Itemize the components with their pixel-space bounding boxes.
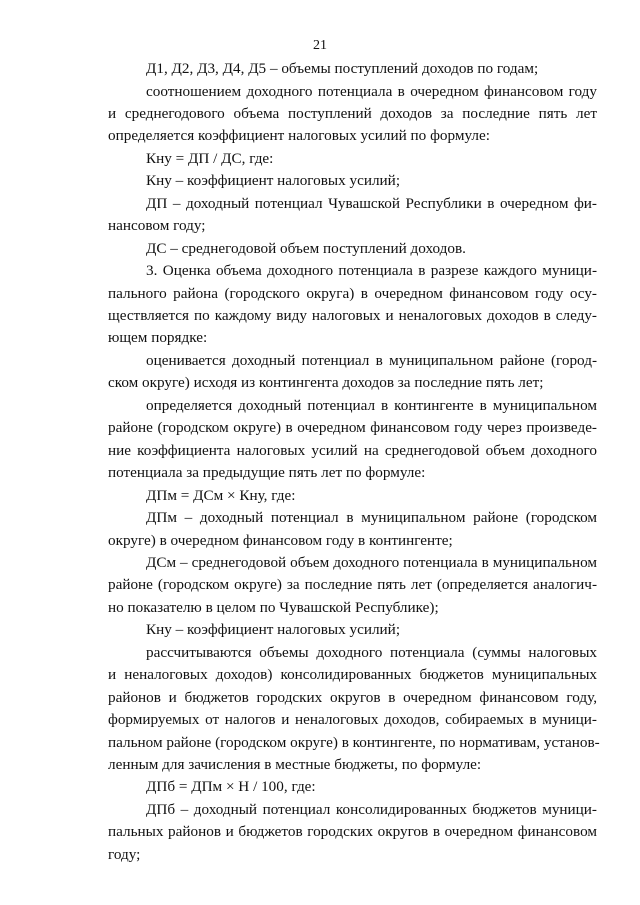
text-line: году; xyxy=(108,845,141,863)
text-line: районов и бюджетов городских округов в очередном финансовом году, xyxy=(108,688,597,706)
text-line: ДПм = ДСм × Кну, где: xyxy=(146,486,296,504)
text-line: но показателю в целом по Чувашской Республике); xyxy=(108,598,439,616)
text-line: ющем порядке: xyxy=(108,329,208,347)
text-line: ществляется по каждому виду налоговых и неналоговых доходов в следу- xyxy=(108,306,597,324)
text-line: и среднегодового объема поступлений доходов за последние пять лет xyxy=(108,104,597,122)
text-line: ском округе) исходя из контингента доходов за последние пять лет; xyxy=(108,374,544,392)
text-line: нансовом году; xyxy=(108,217,206,235)
text-line: формируемых от налогов и неналоговых доходов, собираемых в муници- xyxy=(108,711,597,728)
text-line: рассчитываются объемы доходного потенциала (суммы налоговых xyxy=(146,643,597,661)
text-line: ДСм – среднегодовой объем доходного потенциала в муниципальном xyxy=(146,553,597,571)
text-line: районе (городском округе) за последние пять лет (определяется аналогич- xyxy=(108,576,597,594)
text-line: Кну – коэффициент налоговых усилий; xyxy=(146,621,401,639)
text-line: пальном районе (городском округе) в контингенте, по нормативам, установ- xyxy=(108,733,600,751)
text-line: 3. Оценка объема доходного потенциала в разрезе каждого муници- xyxy=(146,262,597,279)
text-line: определяется доходный потенциал в контингенте в муниципальном xyxy=(146,396,597,414)
text-line: районе (городском округе) в очередном финансовом году через произведе- xyxy=(108,419,597,437)
text-line: определяется коэффициент налоговых усилий по формуле: xyxy=(108,127,490,145)
text-line: потенциала за предыдущие пять лет по формуле: xyxy=(108,464,426,482)
text-line: округе) в очередном финансовом году в контингенте; xyxy=(108,531,453,549)
page-number: 21 xyxy=(313,38,327,53)
text-line: пальных районов и бюджетов городских округов в очередном финансовом xyxy=(108,823,597,841)
text-line: ние коэффициента налоговых усилий на среднегодовой объем доходного xyxy=(108,441,597,459)
text-line: Кну = ДП / ДС, где: xyxy=(146,149,274,167)
text-line: ДС – среднегодовой объем поступлений доходов. xyxy=(146,239,466,257)
text-line: ДП – доходный потенциал Чувашской Республики в очередном фи- xyxy=(146,194,597,212)
text-line: Кну – коэффициент налоговых усилий; xyxy=(146,172,401,190)
text-line: соотношением доходного потенциала в очередном финансовом году xyxy=(146,82,597,100)
text-line: оценивается доходный потенциал в муниципальном районе (город- xyxy=(146,351,597,369)
text-line: ДПм – доходный потенциал в муниципальном районе (городском xyxy=(146,509,597,526)
text-line: и неналоговых доходов) консолидированных бюджетов муниципальных xyxy=(108,666,597,684)
text-line: ДПб = ДПм × Н / 100, где: xyxy=(146,778,316,796)
text-line: ленным для зачисления в местные бюджеты, по формуле: xyxy=(108,755,482,773)
text-line: ДПб – доходный потенциал консолидированных бюджетов муници- xyxy=(146,800,597,818)
text-line: Д1, Д2, Д3, Д4, Д5 – объемы поступлений доходов по годам; xyxy=(146,60,539,77)
text-line: пального района (городского округа) в очередном финансовом году осу- xyxy=(108,284,597,302)
